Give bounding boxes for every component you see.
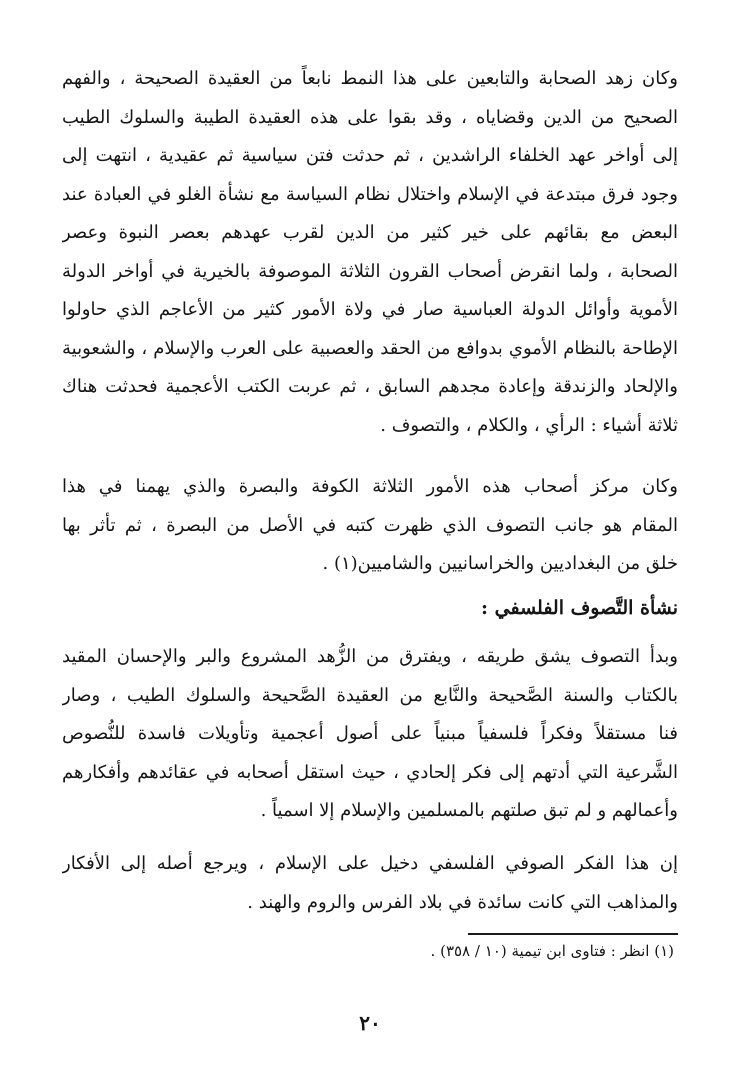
text-line: فنا مستقلاً وفكراً فلسفياً مبنياً على أصول أعجمية وتأويلات فاسدة للنُّصوص xyxy=(62,723,678,744)
text-line: إلى أواخر عهد الخلفاء الراشدين ، ثم حدثت فتن سياسية ثم عقيدية ، انتهت إلى xyxy=(62,145,678,166)
text-line: وجود فرق مبتدعة في الإسلام واختلال نظام السياسة مع نشأة الغلو في العبادة عند xyxy=(62,183,678,205)
text-line: الشَّرعية التي أدتهم إلى فكر إلحادي ، حيث استقل أصحابه في عقائدهم وأفكارهم xyxy=(62,761,678,783)
text-line: الإطاحة بالنظام الأموي بدوافع من الحقد والعصبية على العرب والإسلام ، والشعوبية xyxy=(62,337,678,359)
footnote-separator xyxy=(468,933,678,935)
paragraph-kufa-basra xyxy=(62,468,678,584)
text-line: والمذاهب التي كانت سائدة في بلاد الفرس والروم والهند . xyxy=(247,891,678,913)
paragraph-sufism-origin xyxy=(62,638,678,831)
text-line: البعض مع بقائهم على خير كثير من الدين لقرب عهدهم بعصر النبوة وعصر xyxy=(62,222,678,243)
text-line: الأموية وأوائل الدولة العباسية صار في ولاة الأمور كثير من الأعاجم الذي حاولوا xyxy=(62,299,678,320)
text-line: وبدأ التصوف يشق طريقه ، ويفترق من الزُّهد المشروع والبر والإحسان المقيد xyxy=(62,646,678,667)
text-line: وأعمالهم و لم تبق صلتهم بالمسلمين والإسلام إلا اسمياً . xyxy=(260,800,678,821)
text-line: إن هذا الفكر الصوفي الفلسفي دخيل على الإسلام ، ويرجع أصله إلى الأفكار xyxy=(62,853,678,874)
text-line: والإلحاد والزندقة وإعادة مجدهم السابق ، ثم عربت الكتب الأعجمية فحدثت هناك xyxy=(62,376,678,397)
text-line: وكان زهد الصحابة والتابعين على هذا النمط نابعاً من العقيدة الصحيحة ، والفهم xyxy=(62,68,678,89)
footnote: (١) انظر : فتاوى ابن تيمية (١٠ / ٣٥٨) . xyxy=(430,942,674,960)
paragraph-zuhd-history xyxy=(62,60,678,445)
text-line: وكان مركز أصحاب هذه الأمور الثلاثة الكوفة والبصرة والذي يهمنا في هذا xyxy=(62,476,678,497)
text-line: بالكتاب والسنة الصَّحيحة والنَّابع من العقيدة الصَّحيحة والسلوك الطيب ، وصار xyxy=(62,684,678,706)
text-line: الصحيح من الدين وقضاياه ، وقد بقوا على هذه العقيدة الطيبة والسلوك الطيب xyxy=(62,106,678,128)
page-number: ٢٠ xyxy=(359,1011,381,1035)
text-line: المقام هو جانب التصوف الذي ظهرت كتبه في الأصل من البصرة ، ثم تأثر بها xyxy=(62,514,678,536)
paragraph-foreign-roots xyxy=(62,845,678,922)
text-line: الصحابة ، ولما انقرض أصحاب القرون الثلاثة الموصوفة بالخيرية في أواخر الدولة xyxy=(62,260,678,282)
text-line: ثلاثة أشياء : الرأي ، والكلام ، والتصوف . xyxy=(380,414,678,436)
section-heading: نشأة التَّصوف الفلسفي : xyxy=(481,597,678,619)
text-line: خلق من البغداديين والخراسانيين والشاميين(١) . xyxy=(322,553,678,574)
